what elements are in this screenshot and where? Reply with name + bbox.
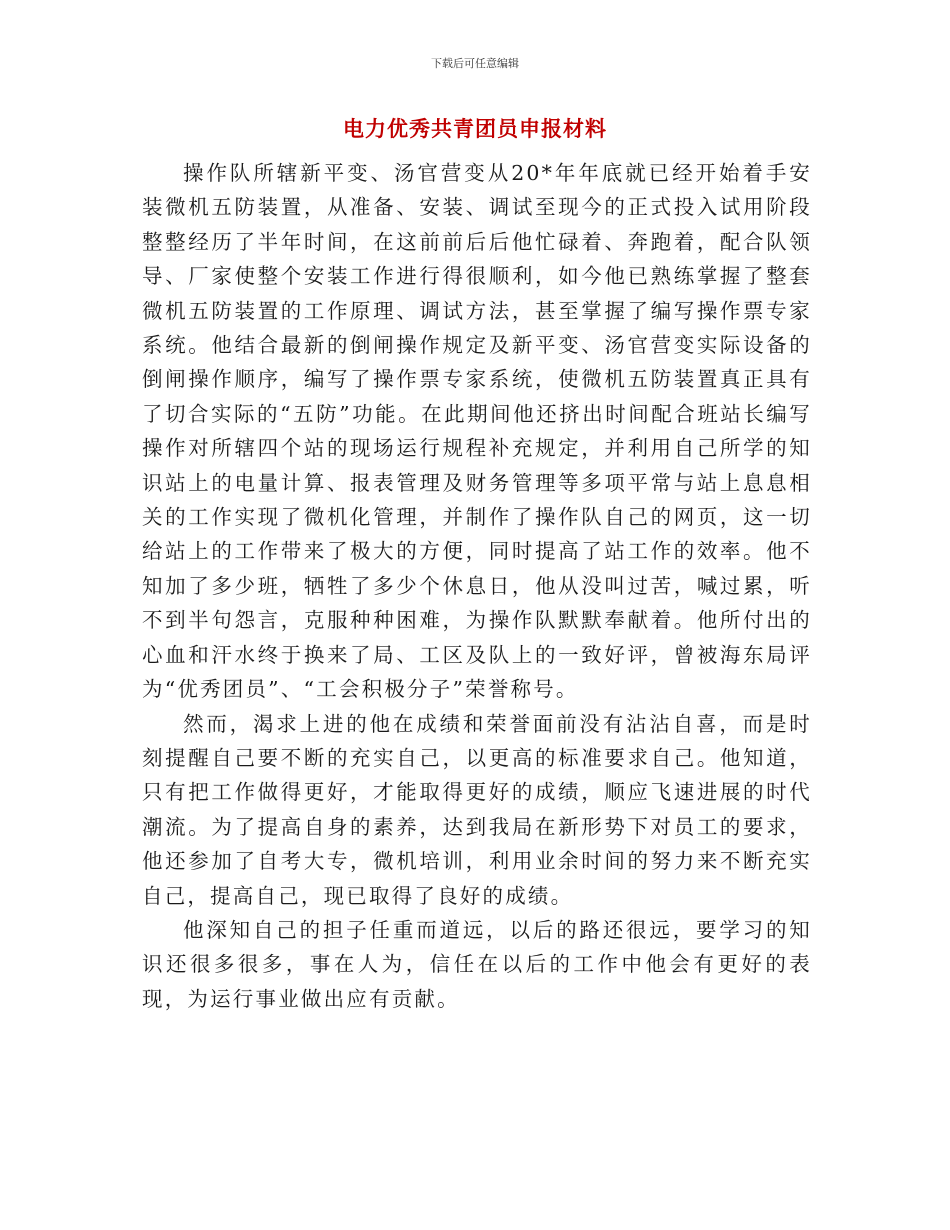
document-body: [142, 156, 812, 1016]
paragraph-1: 操作队所辖新平变、汤官营变从20*年年底就已经开始着手安装微机五防装置，从准备、安装、调试至现今的正式投入试用阶段整整经历了半年时间，在这前前后后他忙碌着、奔跑着，配合队领导、厂家使整个安装工作进行得很顺利，如今他已熟练掌握了整套微机五防装置的工作原理、调试方法，甚至掌握了编写操作票专家系统。他结合最新的倒闸操作规定及新平变、汤官营变实际设备的倒闸操作顺序，编写了操作票专家系统，使微机五防装置真正具有了切合实际的“五防”功能。在此期间他还挤出时间配合班站长编写操作对所辖四个站的现场运行规程补充规定，并利用自己所学的知识站上的电量计算、报表管理及财务管理等多项平常与站上息息相关的工作实现了微机化管理，并制作了操作队自己的网页，这一切给站上的工作带来了极大的方便，同时提高了站工作的效率。他不知加了多少班，牺牲了多少个休息日，他从没叫过苦，喊过累，听不到半句怨言，克服种种困难，为操作队默默奉献着。他所付出的心血和汗水终于换来了局、工区及队上的一致好评，曾被海东局评为“优秀团员”、“工会积极分子”荣誉称号。: [142, 161, 812, 702]
paragraph-3: 他深知自己的担子任重而道远，以后的路还很远，要学习的知识还很多很多，事在人为，信任在以后的工作中他会有更好的表现，为运行事业做出应有贡献。: [142, 917, 812, 1011]
paragraph-2: 然而，渴求上进的他在成绩和荣誉面前没有沾沾自喜，而是时刻提醒自己要不断的充实自己，以更高的标准要求自己。他知道，只有把工作做得更好，才能取得更好的成绩，顺应飞速进展的时代潮流。为了提高自身的素养，达到我局在新形势下对员工的要求，他还参加了自考大专，微机培训，利用业余时间的努力来不断充实自己，提高自己，现已取得了良好的成绩。: [142, 711, 812, 908]
page-header-note: 下载后可任意编辑: [431, 57, 519, 70]
document-title: 电力优秀共青团员申报材料: [343, 117, 607, 141]
